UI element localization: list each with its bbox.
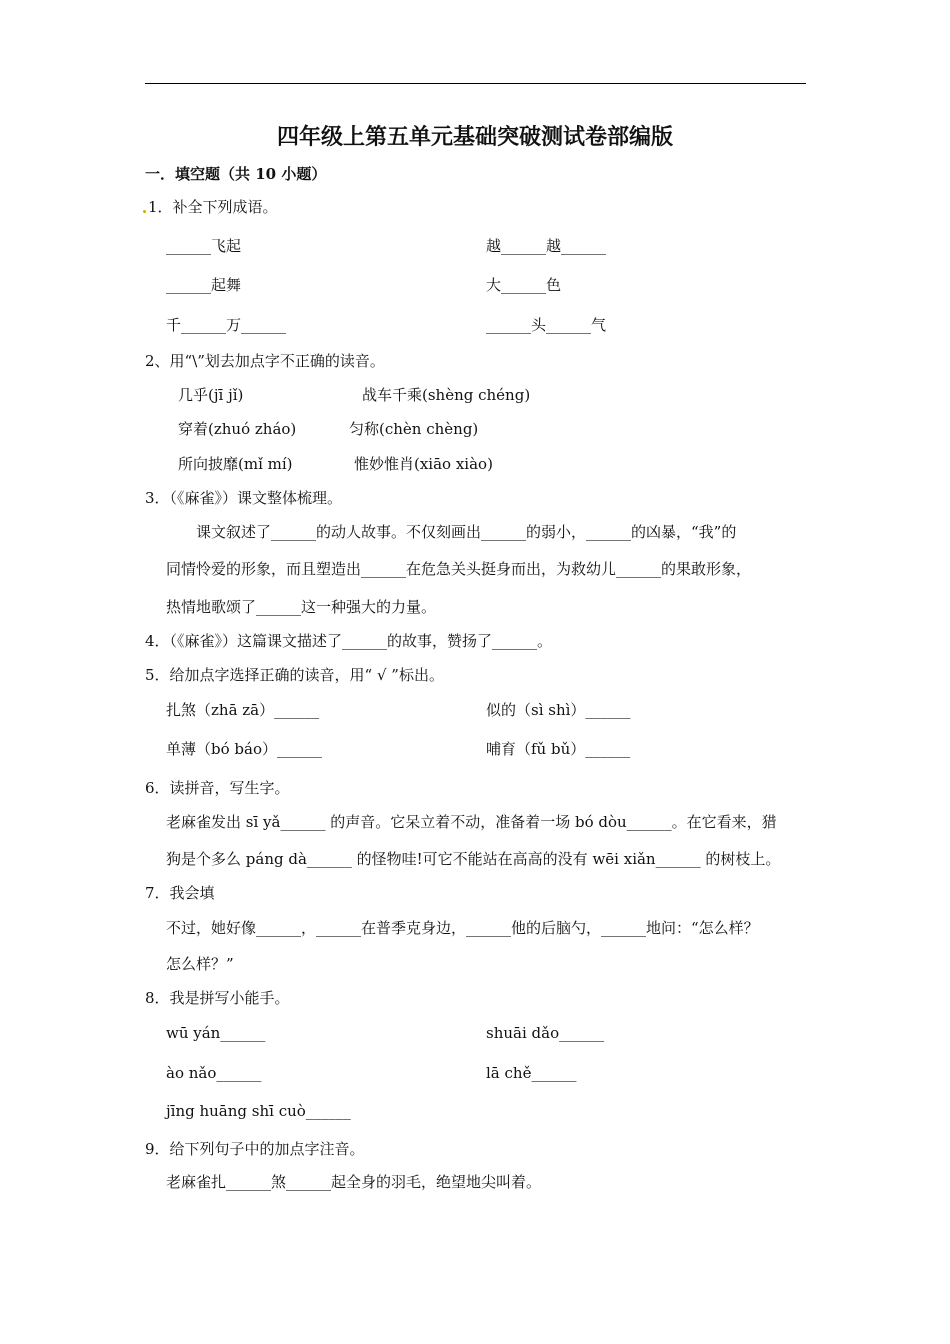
q2-item: 战车千乘(shèng chéng) (362, 386, 531, 404)
q1-item: ______头______气 (486, 316, 607, 334)
page-title: 四年级上第五单元基础突破测试卷部编版 (276, 124, 673, 150)
q1-item: 越______越______ (486, 237, 607, 255)
q2-heading: 2、用“\”划去加点字不正确的读音。 (145, 352, 385, 370)
q2-item: 惟妙惟肖(xiāo xiào) (354, 455, 493, 473)
q8-heading: 8．我是拼写小能手。 (145, 989, 290, 1007)
q6-line: 狗是个多么 páng dà______ 的怪物哇!可它不能站在高高的没有 wēi xiǎn______ 的树枝上。 (166, 850, 781, 868)
q4-heading: 4．（《麻雀》）这篇课文描述了______的故事，赞扬了______。 (145, 632, 553, 650)
q5-item: 单薄（bó báo）______ (166, 740, 322, 758)
q7-line: 不过，她好像______，______在普季克身边，______他的后脑勺，______地问：“怎么样？ (166, 919, 759, 937)
q8-item: lā chě______ (486, 1064, 577, 1082)
q3-heading: 3．（《麻雀》）课文整体梳理。 (145, 489, 343, 507)
q8-item: wū yán______ (166, 1024, 266, 1042)
q5-item: 似的（sì shì）______ (486, 701, 631, 719)
section-heading: 一．填空题（共 10 小题） (145, 165, 327, 183)
q8-item: shuāi dǎo______ (486, 1024, 605, 1042)
marker-dot (143, 210, 146, 213)
q3-line: 热情地歌颂了______这一种强大的力量。 (166, 598, 437, 616)
q3-line: 课文叙述了______的动人故事。不仅刻画出______的弱小，______的凶暴，“我”的 (196, 523, 737, 541)
q7-heading: 7．我会填 (145, 884, 215, 902)
q1-item: ______飞起 (166, 237, 242, 255)
q1-item: ______起舞 (166, 276, 242, 294)
q5-heading: 5．给加点字选择正确的读音，用“ √ ”标出。 (145, 666, 444, 684)
q8-item: ào nǎo______ (166, 1064, 262, 1082)
q9-heading: 9．给下列句子中的加点字注音。 (145, 1140, 365, 1158)
q7-line: 怎么样？” (166, 955, 234, 973)
q1-heading: 1．补全下列成语。 (148, 198, 278, 216)
q6-line: 老麻雀发出 sī yǎ______ 的声音。它呆立着不动，准备着一场 bó dòu______。在它看来，猎 (166, 813, 777, 831)
q5-item: 哺育（fǔ bǔ）______ (486, 740, 631, 758)
q2-item: 所向披靡(mǐ mí) (178, 455, 293, 473)
q8-item: jīng huāng shī cuò______ (166, 1102, 351, 1120)
q3-line: 同情怜爱的形象，而且塑造出______在危急关头挺身而出，为救幼儿______的果敢形象， (166, 560, 752, 578)
q2-item: 匀称(chèn chèng) (349, 420, 479, 438)
q2-item: 几乎(jī jǐ) (178, 386, 244, 404)
q1-item: 千______万______ (166, 316, 287, 334)
q5-item: 扎煞（zhā zā）______ (166, 701, 320, 719)
header-rule (145, 83, 806, 84)
q9-line: 老麻雀扎______煞______起全身的羽毛，绝望地尖叫着。 (166, 1173, 542, 1191)
q1-item: 大______色 (486, 276, 562, 294)
q2-item: 穿着(zhuó zháo) (178, 420, 297, 438)
q6-heading: 6．读拼音，写生字。 (145, 779, 290, 797)
